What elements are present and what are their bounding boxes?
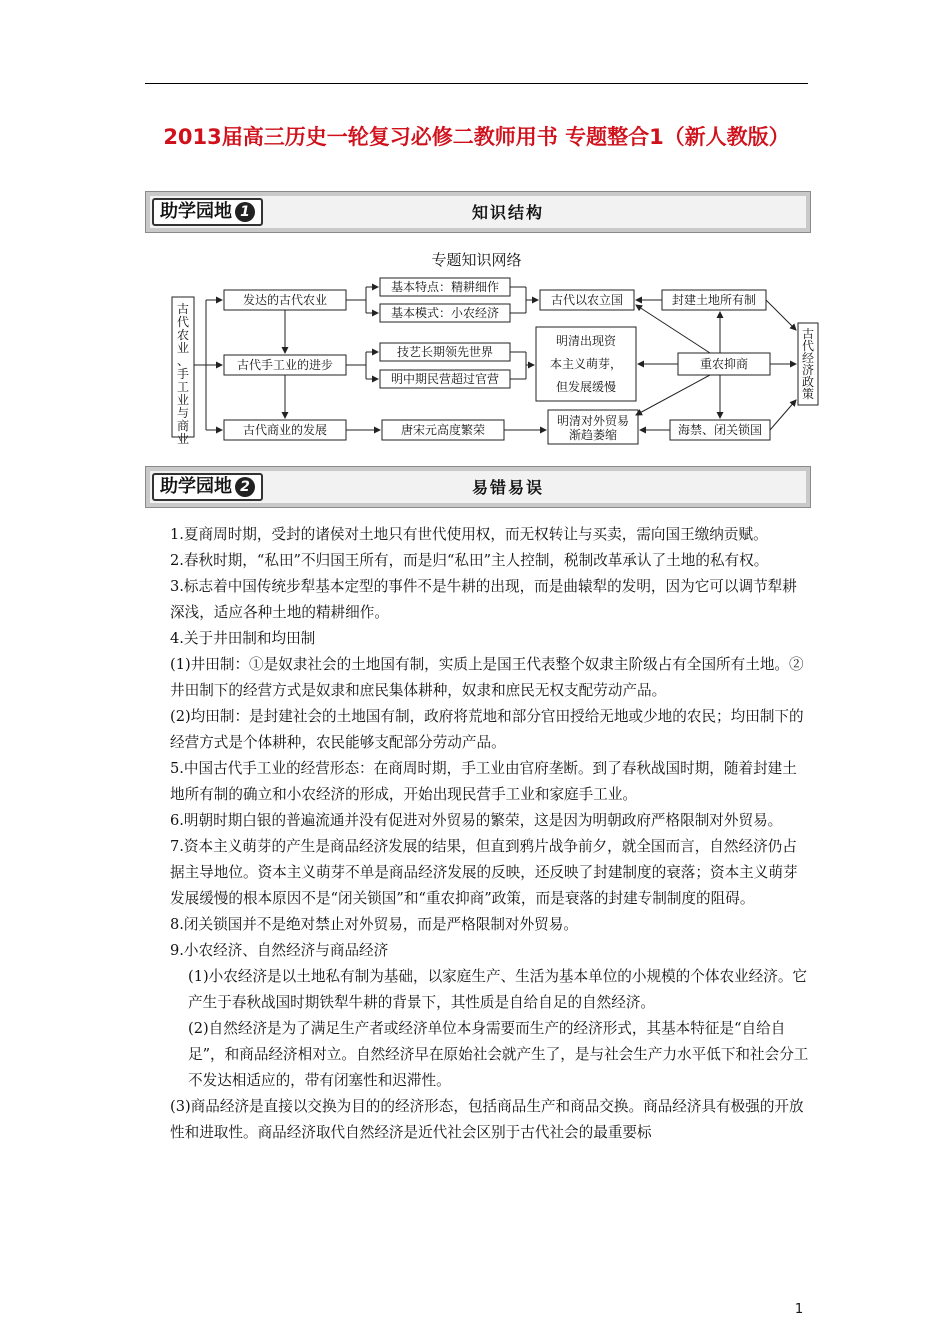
diagram-title: 专题知识网络 (431, 251, 522, 269)
paragraph: 4.关于井田制和均田制 (170, 630, 316, 647)
banner-number-badge: 1 (235, 202, 255, 222)
banner-tag-label: 助学园地 (160, 201, 232, 222)
paragraph: (1)小农经济是以土地私有制为基础，以家庭生产、生活为基本单位的小规模的个体农业经济。它产生于春秋战国时期铁犁牛耕的背景下，其性质是自给自足的自然经济。 (188, 968, 808, 1011)
node-trade-line1: 明清对外贸易 (556, 414, 630, 428)
node-seaban: 海禁、闭关锁国 (677, 423, 763, 437)
paragraph: 1.夏商周时期，受封的诸侯对土地只有世代使用权，而无权转让与买卖，需向国王缴纳贡赋。 (170, 526, 768, 543)
policy-label: 古代经济政策 (801, 327, 815, 401)
header-rule (145, 83, 808, 84)
paragraph: 5.中国古代手工业的经营形态：在商周时期，手工业由官府垄断。到了春秋战国时期，随着封建土地所有制的确立和小农经济的形成，开始出现民营手工业和家庭手工业。 (170, 760, 797, 803)
node-agri: 发达的古代农业 (242, 293, 328, 307)
paragraph: 6.明朝时期白银的普遍流通并没有促进对外贸易的繁荣，这是因为明朝政府严格限制对外贸易。 (170, 812, 783, 829)
node-capital-line2: 本主义萌芽， (549, 357, 623, 371)
node-trade-line2: 渐趋萎缩 (568, 428, 618, 442)
paragraph: 2.春秋时期，“私田”不归国王所有，而是归“私田”主人控制，税制改革承认了土地的私有权。 (170, 552, 769, 569)
page-number: 1 (794, 1302, 804, 1317)
node-landsys: 封建土地所有制 (671, 293, 757, 307)
paragraph: (2)均田制：是封建社会的土地国有制，政府将荒地和部分官田授给无地或少地的农民；均田制下的经营方式是个体耕种，农民能够支配部分劳动产品。 (170, 708, 804, 751)
node-feature: 基本特点：精耕细作 (390, 280, 500, 294)
paragraph: 8.闭关锁国并不是绝对禁止对外贸易，而是严格限制对外贸易。 (170, 916, 578, 933)
paragraph: 9.小农经济、自然经济与商品经济 (170, 942, 389, 959)
paragraph: (3)商品经济是直接以交换为目的的经济形态，包括商品生产和商品交换。商品经济具有极强的开放性和进取性。商品经济取代自然经济是近代社会区别于古代社会的最重要标 (170, 1098, 804, 1141)
node-commerce: 古代商业的发展 (242, 423, 328, 437)
node-agrifound: 古代以农立国 (550, 293, 624, 307)
banner-tag-label: 助学园地 (160, 476, 232, 497)
body-text (170, 522, 810, 1146)
node-capital-line3: 但发展缓慢 (555, 380, 617, 394)
node-private: 明中期民营超过官营 (390, 372, 500, 386)
section-banner-errors (145, 466, 811, 508)
node-prosper: 唐宋元高度繁荣 (400, 423, 486, 437)
node-mode: 基本模式：小农经济 (390, 306, 500, 320)
node-craft: 古代手工业的进步 (236, 358, 334, 372)
document-title: 2013届高三历史一轮复习必修二教师用书 专题整合1（新人教版） (163, 125, 790, 149)
root-label: 古代农业、手工业与商业 (176, 302, 190, 445)
node-agripolicy: 重农抑商 (699, 357, 749, 371)
node-tech: 技艺长期领先世界 (396, 345, 494, 359)
knowledge-network-diagram (170, 275, 820, 445)
section-banner-structure (145, 191, 811, 233)
paragraph: (2)自然经济是为了满足生产者或经济单位本身需要而生产的经济形式，其基本特征是“自给自足”，和商品经济相对立。自然经济早在原始社会就产生了，是与社会生产力水平低下和社会分工不发达相适应的，带有闭塞性和迟滞性。 (188, 1020, 809, 1089)
node-capital-line1: 明清出现资 (555, 334, 617, 348)
paragraph: 7.资本主义萌芽的产生是商品经济发展的结果，但直到鸦片战争前夕，就全国而言，自然经济仍占据主导地位。资本主义萌芽不单是商品经济发展的反映，还反映了封建制度的衰落；资本主义萌芽发展缓慢的根本原因不是“闭关锁国”和“重农抑商”政策，而是衰落的封建专制制度的阻碍。 (170, 838, 798, 907)
banner-title: 知识结构 (471, 203, 544, 222)
paragraph: (1)井田制：①是奴隶社会的土地国有制，实质上是国王代表整个奴隶主阶级占有全国所有土地。②井田制下的经营方式是奴隶和庶民集体耕种，奴隶和庶民无权支配劳动产品。 (170, 656, 804, 699)
paragraph: 3.标志着中国传统步犁基本定型的事件不是牛耕的出现，而是曲辕犁的发明，因为它可以调节犁耕深浅，适应各种土地的精耕细作。 (170, 578, 797, 621)
banner-number-badge: 2 (235, 477, 255, 497)
banner-title: 易错易误 (471, 478, 544, 497)
